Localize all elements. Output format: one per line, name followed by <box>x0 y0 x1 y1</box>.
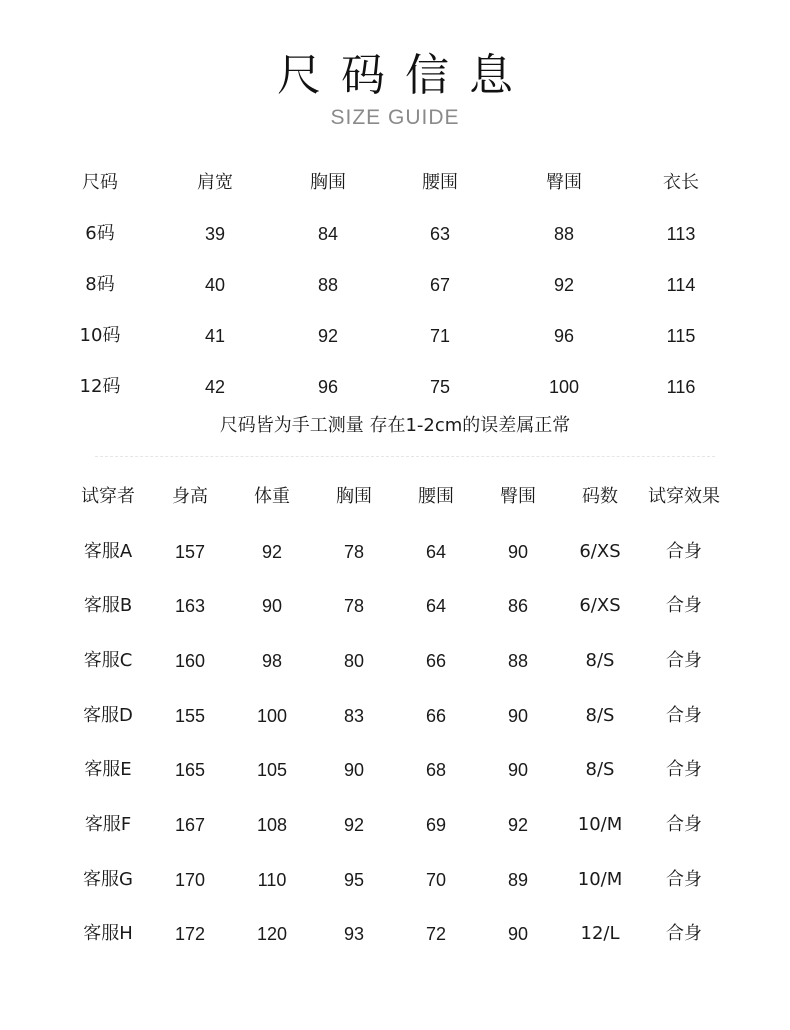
model-table-cell: 86 <box>507 596 529 616</box>
model-table-cell: 92 <box>507 815 529 835</box>
model-table-cell: 105 <box>256 760 288 780</box>
model-table-cell: 合身 <box>666 869 702 890</box>
model-table-cell: 95 <box>343 870 365 890</box>
model-table-cell: 客服H <box>83 923 133 944</box>
model-table-cell: 6/XS <box>579 595 621 616</box>
model-table-cell: 64 <box>425 542 447 562</box>
model-table-header-cell: 身高 <box>172 486 208 507</box>
model-table-cell: 100 <box>256 706 288 726</box>
size-table-cell: 92 <box>317 326 339 346</box>
model-table-cell: 165 <box>174 760 206 780</box>
size-table-header-cell: 腰围 <box>422 172 458 193</box>
model-table-cell: 167 <box>174 815 206 835</box>
model-table-cell: 92 <box>261 542 283 562</box>
model-table-cell: 69 <box>425 815 447 835</box>
model-table-cell: 68 <box>425 760 447 780</box>
model-table-header-cell: 试穿效果 <box>648 486 720 507</box>
size-table-cell: 116 <box>666 377 696 397</box>
model-table-cell: 合身 <box>666 595 702 616</box>
model-table-cell: 90 <box>507 760 529 780</box>
model-table-cell: 客服C <box>83 650 133 671</box>
model-table-cell: 合身 <box>666 759 702 780</box>
model-table-cell: 8/S <box>585 705 615 726</box>
model-table-cell: 108 <box>256 815 288 835</box>
model-table-cell: 合身 <box>666 541 702 562</box>
size-table-cell: 88 <box>553 224 575 244</box>
size-table-cell: 6码 <box>85 223 115 244</box>
model-table-cell: 98 <box>261 651 283 671</box>
size-table-cell: 114 <box>666 275 696 295</box>
size-table-cell: 75 <box>429 377 451 397</box>
model-table-cell: 80 <box>343 651 365 671</box>
size-table-header-cell: 尺码 <box>82 172 118 193</box>
model-table-cell: 83 <box>343 706 365 726</box>
size-table-cell: 67 <box>429 275 451 295</box>
model-table-cell: 88 <box>507 651 529 671</box>
model-table-cell: 8/S <box>585 650 615 671</box>
size-table-cell: 10码 <box>79 325 121 346</box>
size-table-cell: 100 <box>548 377 580 397</box>
model-table-cell: 92 <box>343 815 365 835</box>
model-table-cell: 合身 <box>666 705 702 726</box>
model-table-cell: 客服A <box>83 541 133 562</box>
model-table-cell: 10/M <box>577 814 623 835</box>
model-table-header-cell: 试穿者 <box>81 486 135 507</box>
size-table-header-cell: 肩宽 <box>197 172 233 193</box>
model-table-cell: 合身 <box>666 923 702 944</box>
model-table-cell: 89 <box>507 870 529 890</box>
page-subtitle: SIZE GUIDE <box>330 106 460 129</box>
model-table-cell: 8/S <box>585 759 615 780</box>
size-table-cell: 39 <box>204 224 226 244</box>
model-table-cell: 66 <box>425 651 447 671</box>
model-table-cell: 客服G <box>83 869 133 890</box>
model-table-cell: 120 <box>256 924 288 944</box>
size-table-cell: 113 <box>666 224 696 244</box>
model-table-cell: 90 <box>343 760 365 780</box>
size-table-header-cell: 胸围 <box>310 172 346 193</box>
size-table-cell: 96 <box>317 377 339 397</box>
model-table-cell: 110 <box>257 870 287 890</box>
model-table-cell: 客服F <box>84 814 132 835</box>
size-table-cell: 41 <box>204 326 226 346</box>
size-table-cell: 8码 <box>85 274 115 295</box>
model-table-cell: 72 <box>425 924 447 944</box>
model-table-cell: 93 <box>343 924 365 944</box>
model-table-cell: 157 <box>174 542 206 562</box>
model-table-cell: 客服E <box>84 759 132 780</box>
model-table-cell: 合身 <box>666 814 702 835</box>
model-table-header-cell: 腰围 <box>418 486 454 507</box>
measurement-note: 尺码皆为手工测量 存在1-2cm的误差属正常 <box>219 415 571 436</box>
model-table-cell: 90 <box>507 706 529 726</box>
model-table-cell: 客服D <box>83 705 133 726</box>
model-table-cell: 90 <box>261 596 283 616</box>
model-table-cell: 6/XS <box>579 541 621 562</box>
model-table-cell: 70 <box>425 870 447 890</box>
size-table-cell: 84 <box>317 224 339 244</box>
model-table-header-cell: 胸围 <box>336 486 372 507</box>
size-table-cell: 12码 <box>79 376 121 397</box>
size-table-cell: 88 <box>317 275 339 295</box>
model-table-cell: 163 <box>174 596 206 616</box>
model-table-cell: 90 <box>507 542 529 562</box>
model-table-cell: 12/L <box>580 923 620 944</box>
section-divider <box>95 456 715 457</box>
model-table-cell: 90 <box>507 924 529 944</box>
model-table-cell: 78 <box>343 542 365 562</box>
size-table-cell: 115 <box>666 326 696 346</box>
model-table-cell: 64 <box>425 596 447 616</box>
model-table-cell: 172 <box>174 924 206 944</box>
size-table-cell: 40 <box>204 275 226 295</box>
size-table-cell: 71 <box>429 326 451 346</box>
model-table-cell: 170 <box>174 870 206 890</box>
model-table-cell: 客服B <box>83 595 133 616</box>
model-table-cell: 160 <box>174 651 206 671</box>
model-table-header-cell: 体重 <box>254 486 290 507</box>
model-table-cell: 10/M <box>577 869 623 890</box>
model-table-cell: 合身 <box>666 650 702 671</box>
size-table-cell: 42 <box>204 377 226 397</box>
model-table-header-cell: 码数 <box>582 486 618 507</box>
model-table-cell: 78 <box>343 596 365 616</box>
size-table-cell: 96 <box>553 326 575 346</box>
page-title: 尺码信息 <box>277 50 533 101</box>
model-table-cell: 66 <box>425 706 447 726</box>
model-table-cell: 155 <box>174 706 206 726</box>
size-table-cell: 92 <box>553 275 575 295</box>
size-table-header-cell: 衣长 <box>663 172 699 193</box>
size-table-header-cell: 臀围 <box>546 172 582 193</box>
model-table-header-cell: 臀围 <box>500 486 536 507</box>
size-table-cell: 63 <box>429 224 451 244</box>
